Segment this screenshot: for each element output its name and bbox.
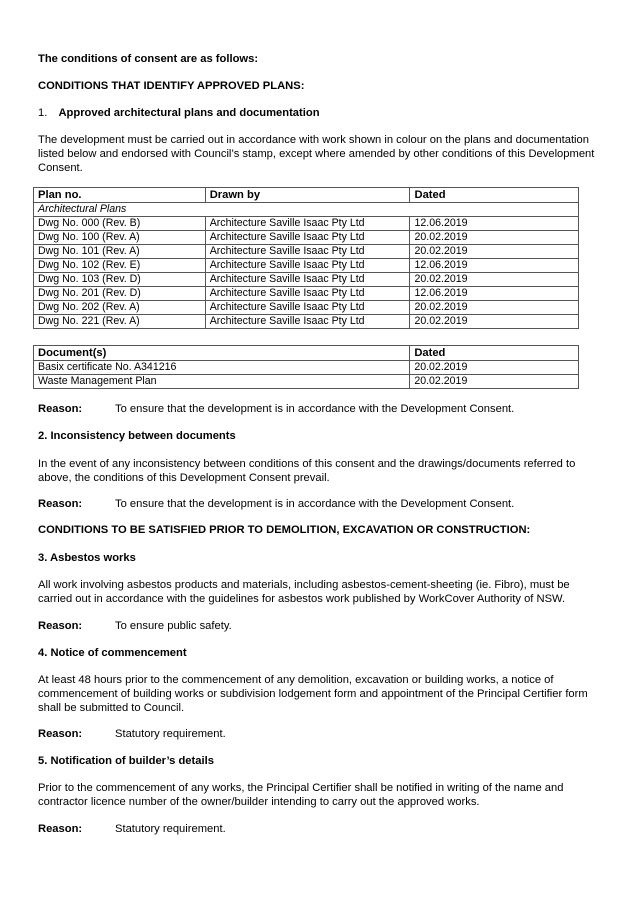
condition-3-title: 3. Asbestos works — [38, 552, 136, 564]
dated-cell: 12.06.2019 — [410, 259, 579, 273]
dated-cell: 20.02.2019 — [410, 231, 579, 245]
dated-cell: 20.02.2019 — [410, 245, 579, 259]
documents-table-header — [34, 346, 579, 361]
drawn-by-cell: Architecture Saville Isaac Pty Ltd — [205, 287, 410, 301]
reason-label: Reason: — [38, 728, 83, 740]
condition-3-reason — [38, 619, 232, 633]
plan-no-cell: Dwg No. 102 (Rev. E) — [34, 259, 206, 273]
dated-cell: 20.02.2019 — [410, 315, 579, 329]
plans-table-row — [34, 315, 579, 329]
reason-text: To ensure that the development is in accordance with the Development Consent. — [115, 403, 515, 415]
plan-no-cell: Dwg No. 100 (Rev. A) — [34, 231, 206, 245]
dated-cell: 12.06.2019 — [410, 217, 579, 231]
reason-label: Reason: — [38, 403, 83, 415]
dated-cell: 20.02.2019 — [410, 301, 579, 315]
condition-5-title: 5. Notification of builder’s details — [38, 755, 214, 767]
drawn-by-cell: Architecture Saville Isaac Pty Ltd — [205, 245, 410, 259]
condition-5-reason — [38, 822, 226, 836]
drawn-by-cell: Architecture Saville Isaac Pty Ltd — [205, 259, 410, 273]
drawn-by-cell: Architecture Saville Isaac Pty Ltd — [205, 315, 410, 329]
plans-table-row — [34, 287, 579, 301]
reason-label: Reason: — [38, 823, 83, 835]
plan-no-cell: Dwg No. 201 (Rev. D) — [34, 287, 206, 301]
reason-text: Statutory requirement. — [115, 728, 226, 740]
reason-label: Reason: — [38, 498, 83, 510]
dated-cell: 12.06.2019 — [410, 287, 579, 301]
drawn-by-cell: Architecture Saville Isaac Pty Ltd — [205, 231, 410, 245]
drawn-by-cell: Architecture Saville Isaac Pty Ltd — [205, 273, 410, 287]
condition-4-body: At least 48 hours prior to the commencement of any demolition, excavation or building works, a notice of commencement of building works or subdivision lodgement form and appointment of the Principal Certifier form shall be submitted to Council. — [38, 674, 588, 714]
condition-2-body: In the event of any inconsistency between conditions of this consent and the drawings/documents referred to above, the conditions of this Development Consent prevail. — [38, 458, 576, 484]
plan-no-cell: Dwg No. 221 (Rev. A) — [34, 315, 206, 329]
document-cell: Waste Management Plan — [34, 375, 410, 389]
documents-table — [33, 345, 579, 389]
dated-cell: 20.02.2019 — [410, 361, 579, 375]
dated-cell: 20.02.2019 — [410, 375, 579, 389]
intro-text: The conditions of consent are as follows: — [38, 53, 259, 65]
reason-text: To ensure public safety. — [115, 620, 232, 632]
condition-1-body: The development must be carried out in accordance with work shown in colour on the plans and documentation listed below and endorsed with Council’s stamp, except where amended by other conditions of this Development Consent. — [38, 134, 595, 174]
documents-table-row — [34, 375, 579, 389]
plan-no-cell: Dwg No. 101 (Rev. A) — [34, 245, 206, 259]
reason-label: Reason: — [38, 620, 83, 632]
condition-1-heading — [38, 106, 602, 120]
documents-table-row — [34, 361, 579, 375]
documents-header-document: Document(s) — [34, 346, 410, 361]
plans-table-row — [34, 259, 579, 273]
condition-1-reason — [38, 402, 514, 416]
plans-header-drawn-by: Drawn by — [205, 188, 410, 203]
condition-2-title: 2. Inconsistency between documents — [38, 430, 236, 442]
condition-4-title: 4. Notice of commencement — [38, 647, 187, 659]
plans-subheader: Architectural Plans — [34, 203, 579, 217]
plans-subheader-row — [34, 203, 579, 217]
plans-header-plan-no: Plan no. — [34, 188, 206, 203]
condition-5-body: Prior to the commencement of any works, the Principal Certifier shall be notified in writing of the name and contractor licence number of the owner/builder intending to carry out the approved works. — [38, 782, 564, 808]
plans-table-row — [34, 245, 579, 259]
drawn-by-cell: Architecture Saville Isaac Pty Ltd — [205, 217, 410, 231]
condition-1-number: 1. — [38, 107, 48, 119]
condition-1-title: Approved architectural plans and documentation — [58, 107, 320, 119]
condition-3-body: All work involving asbestos products and materials, including asbestos-cement-sheeting (ie. Fibro), must be carried out in accordance with the guidelines for asbestos work published by WorkCover Authority of NSW. — [38, 579, 570, 605]
plans-table-row — [34, 217, 579, 231]
plans-table-header — [34, 188, 579, 203]
dated-cell: 20.02.2019 — [410, 273, 579, 287]
plans-header-dated: Dated — [410, 188, 579, 203]
plan-no-cell: Dwg No. 103 (Rev. D) — [34, 273, 206, 287]
plans-table-row — [34, 231, 579, 245]
plan-no-cell: Dwg No. 000 (Rev. B) — [34, 217, 206, 231]
condition-2-reason — [38, 497, 514, 511]
document-cell: Basix certificate No. A341216 — [34, 361, 410, 375]
section-heading-approved-plans: CONDITIONS THAT IDENTIFY APPROVED PLANS: — [38, 80, 305, 92]
reason-text: Statutory requirement. — [115, 823, 226, 835]
documents-header-dated: Dated — [410, 346, 579, 361]
reason-text: To ensure that the development is in accordance with the Development Consent. — [115, 498, 515, 510]
plans-table-row — [34, 301, 579, 315]
plans-table-row — [34, 273, 579, 287]
plans-table — [33, 187, 579, 329]
drawn-by-cell: Architecture Saville Isaac Pty Ltd — [205, 301, 410, 315]
plan-no-cell: Dwg No. 202 (Rev. A) — [34, 301, 206, 315]
condition-4-reason — [38, 727, 226, 741]
section-heading-prior-to-construction: CONDITIONS TO BE SATISFIED PRIOR TO DEMOLITION, EXCAVATION OR CONSTRUCTION: — [38, 524, 531, 536]
